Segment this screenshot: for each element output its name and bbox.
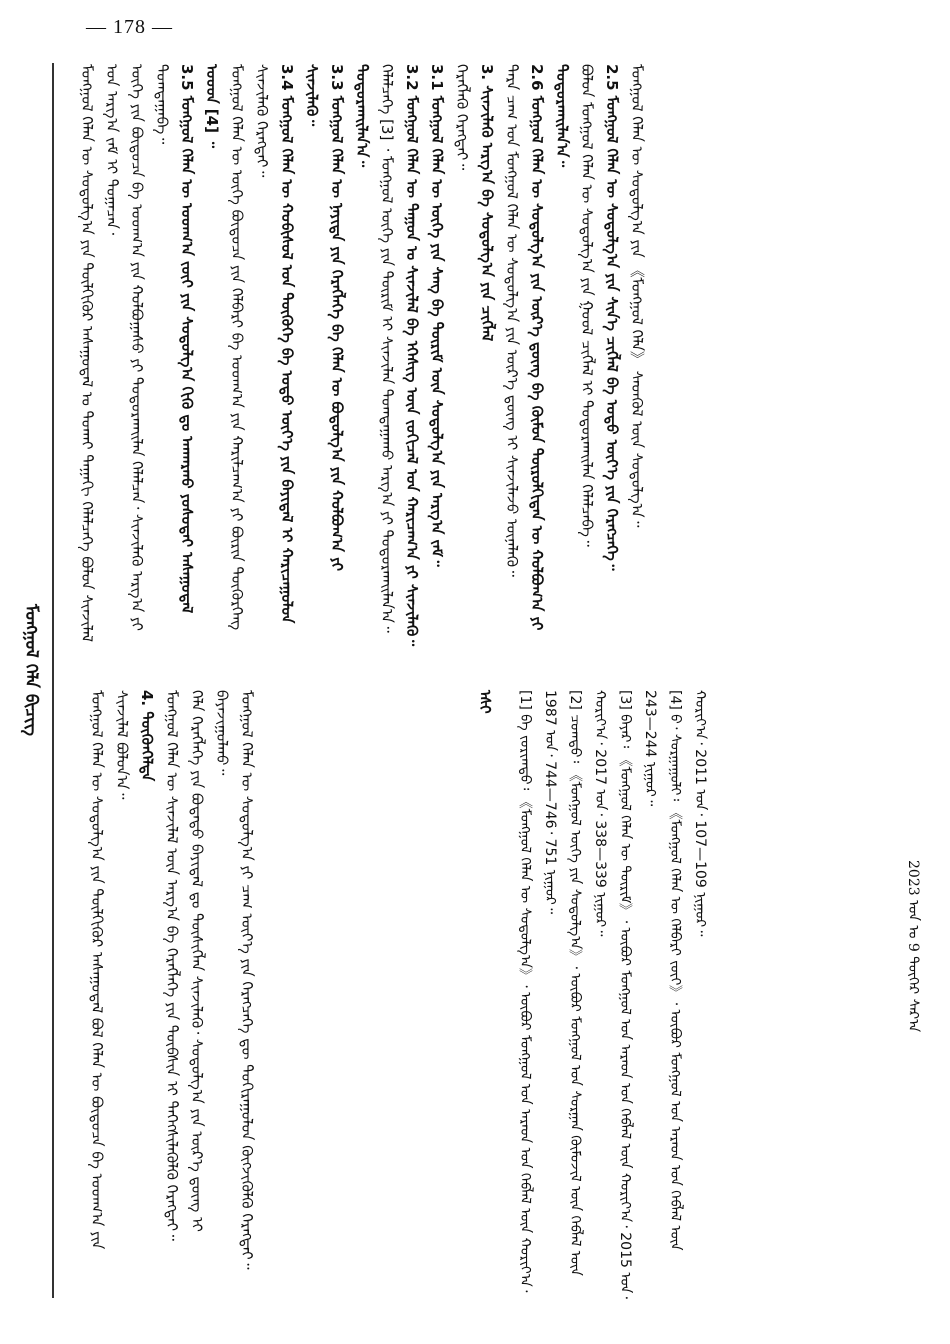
paragraph: ᠮᠣᠩᠭᠣᠯ ᠬᠡᠯᠡᠨ ᠦ ᠦᠭᠡ ᠪᠦᠲᠦᠴᠡ ᠶᠢᠨ ᠬᠡᠯᠪᠡᠷᠢ ᠪᠠ ᠤᠳᠬ᠎ᠠ ᠶᠢᠨ ᠬᠠᠷᠢᠯᠴᠠᠭ᠎ᠠ ᠶᠢ ᠪᠦᠷᠢᠨ ᠳᠦᠭᠦᠷᠭᠡᠩ ᠰᠢᠨᠵᠢᠯᠡᠬᠦ ᠬᠡᠷᠡᠭᠲᠡᠢ᠃ [228,64,271,631]
references-list [512,690,882,1300]
reference-item: [1] ᠪᠠ ᠵᠣᠷᠢᠭᠲᠤ᠄ 《ᠮᠣᠩᠭᠣᠯ ᠬᠡᠯᠡᠨ ᠦ ᠰᠤᠳᠤᠯᠭ᠎ᠠ》᠂ ᠦᠪᠦᠷ ᠮᠣᠩᠭᠣᠯ ᠤᠨ ᠠᠷᠠᠳ ᠤᠨ ᠬᠡᠪᠯᠡᠯ ᠦᠨ ᠬᠣᠷᠢᠶ᠎ᠠ᠂ 1987 ᠣᠨ᠂ 744—746᠂ 751 ᠨᠢᠭᠤᠷ᠃ [517,690,558,1293]
paragraph: ᠮᠣᠩᠭᠣᠯ ᠬᠡᠯᠡᠨ ᠦ ᠰᠤᠳᠤᠯᠭ᠎ᠠ ᠶᠢᠨ 《ᠮᠣᠩᠭᠣᠯ ᠬᠡᠯᠡ》 ᠰᠡᠳᠬᠦᠯ ᠦᠨ ᠰᠤᠳᠤᠯᠭ᠎ᠠ᠃ [628,64,646,528]
section-heading: 3.1 ᠮᠣᠩᠭᠣᠯ ᠬᠡᠯᠡᠨ ᠦ ᠦᠭᠡ ᠶᠢᠨ ᠰᠠᠩ ᠪᠠ ᠳᠦᠷᠢᠮ ᠦᠨ ᠰᠤᠳᠤᠯᠭ᠎ᠠ ᠶᠢᠨ ᠠᠷᠭ᠎ᠠ ᠵᠠᠮ᠃ [428,64,446,567]
paragraph: ᠮᠣᠩᠭᠣᠯ ᠬᠡᠯᠡᠨ ᠦ ᠰᠢᠨᠵᠢᠯᠡᠯ ᠦᠨ ᠠᠷᠭ᠎ᠠ ᠪᠠ ᠬᠡᠷᠡᠭᠯᠡᠭᠡ ᠶᠢᠨ ᠲᠦᠪᠰᠢᠨ ᠢ ᠳᠡᠭᠡᠭᠰᠢᠯᠡᠭᠦᠯᠬᠦ ᠬᠡᠷᠡᠭᠲᠡᠢ᠃ [163,690,181,1241]
page-number: — 178 — [86,16,173,38]
section-heading: 3.5 ᠮᠣᠩᠭᠣᠯ ᠬᠡᠯᠡᠨ ᠦ ᠤᠳᠬ᠎ᠠ ᠵᠦᠢ ᠶᠢᠨ ᠰᠤᠳᠤᠯᠭ᠎ᠠ ᠬᠢᠬᠦ ᠳᠤ ᠠᠨᠬᠠᠷᠬᠤ ᠶᠣᠰᠣᠲᠠᠢ ᠠᠰᠠᠭᠤᠳᠠᠯ ᠤᠤᠳ [4] ᠃ [178,64,221,614]
main-text-bottom [84,690,369,1300]
paragraph: ᠬᠡᠯᠡᠯᠴᠡᠭᠡ [3] ᠂ ᠮᠣᠩᠭᠣᠯ ᠦᠭᠡ ᠶᠢᠨ ᠳᠦᠷᠢᠮ ᠢ ᠰᠢᠨᠵᠢᠯᠡᠨ ᠲᠣᠭᠲᠠᠭᠠᠬᠤ ᠠᠷᠭ᠎ᠠ ᠶᠢ ᠲᠣᠳᠤᠷᠬᠠᠢᠯᠠᠨ᠎ᠠ᠃ [378,64,396,633]
paragraph: ᠬᠡᠯᠡ ᠬᠡᠷᠡᠭᠯᠡᠭᠡ ᠶᠢᠨ ᠪᠣᠳᠠᠲᠤ ᠪᠠᠶᠢᠳᠠᠯ ᠳᠤ ᠲᠦᠰᠢᠭᠯᠡᠨ ᠰᠢᠨᠵᠢᠯᠡᠬᠦ᠂ ᠰᠤᠳᠤᠯᠭ᠎ᠠ ᠶᠢᠨ ᠦᠷ᠎ᠡ ᠳ᠋ᠦᠩ ᠢ ᠪᠠᠶᠠᠵᠢᠭᠤᠯᠬᠤ᠃ [188,690,231,1232]
paragraph: ᠦᠭᠡ ᠶᠢᠨ ᠪᠦᠲᠦᠴᠡ ᠪᠠ ᠤᠳᠬ᠎ᠠ ᠶᠢᠨ ᠬᠣᠯᠪᠣᠭᠠᠰᠤ ᠶᠢ ᠲᠣᠳᠤᠷᠬᠠᠢᠯᠠᠨ ᠬᠡᠯᠡᠯᠴᠡᠨ᠂ ᠰᠢᠨᠵᠢᠯᠡᠬᠦ ᠠᠷᠭ᠎ᠠ ᠶᠢ ᠲᠣᠭᠲᠠᠭᠠᠪᠠ᠃ [128,64,171,631]
paragraph: ᠮᠣᠩᠭᠣᠯ ᠬᠡᠯᠡᠨ ᠦ ᠰᠤᠳᠤᠯᠭ᠎ᠠ ᠶᠢᠨ ᠲᠦᠯᠬᠢᠭᠦᠷ ᠠᠰᠠᠭᠤᠳᠠᠯ ᠪᠣᠯ ᠬᠡᠯᠡᠨ ᠦ ᠪᠦᠲᠦᠴᠡ ᠪᠠ ᠤᠳᠬ᠎ᠠ ᠶᠢᠨ ᠰᠢᠨᠵᠢᠯᠡᠯ ᠪᠣᠯᠤᠨ᠎ᠠ᠃ [88,690,131,1250]
reference-item: [3] ᠪᠠᠶᠠᠷ᠄ 《ᠮᠣᠩᠭᠣᠯ ᠬᠡᠯᠡᠨ ᠦ ᠳᠦᠷᠢᠮ》᠂ ᠦᠪᠦᠷ ᠮᠣᠩᠭᠣᠯ ᠤᠨ ᠠᠷᠠᠳ ᠤᠨ ᠬᠡᠪᠯᠡᠯ ᠦᠨ ᠬᠣᠷᠢᠶ᠎ᠠ᠂ 2015 ᠣᠨ᠂ 243—244 ᠨᠢᠭᠤᠷ᠃ [617,690,658,1299]
journal-issue: 2023 ᠣᠨ ᠤ 9 ᠳᠦᠭᠡᠷ ᠰᠠᠷ᠎ᠠ [905,860,921,1033]
section-heading: 3.4 ᠮᠣᠩᠭᠣᠯ ᠬᠡᠯᠡᠨ ᠦ ᠬᠣᠪᠢᠰᠤᠯ ᠤᠨ ᠲᠦᠭᠦᠬᠡ ᠪᠠ ᠣᠳᠣ ᠦᠶ᠎ᠡ ᠶᠢᠨ ᠪᠠᠶᠢᠳᠠᠯ ᠢ ᠬᠠᠷᠢᠴᠠᠭᠤᠯᠤᠨ ᠰᠢᠨᠵᠢᠯᠡᠬᠦ᠃ [278,64,321,624]
running-title: ᠮᠣᠩᠭᠣᠯ ᠬᠡᠯᠡ ᠪᠢᠴᠢᠭ᠌ [21,604,41,736]
main-text-top [74,64,889,652]
section-heading: 2.6 ᠮᠣᠩᠭᠣᠯ ᠬᠡᠯᠡᠨ ᠦ ᠰᠤᠳᠤᠯᠭ᠎ᠠ ᠶᠢᠨ ᠦᠷ᠎ᠡ ᠳ᠋ᠦᠩ ᠪᠠ ᠬᠦᠮᠦᠨ ᠲᠦᠷᠦᠯᠬᠢᠲᠡᠨ ᠦ ᠬᠣᠯᠪᠣᠭ᠎ᠠ ᠶᠢ ᠲᠣᠳᠤᠷᠬᠠᠢᠯᠠᠨ᠎ᠠ᠃ [528,64,571,631]
reference-item: [4] ᠪ᠂ ᠰᠤᠷᠭᠠᠭᠤᠯᠢ᠄ 《ᠮᠣᠩᠭᠣᠯ ᠬᠡᠯᠡᠨ ᠦ ᠬᠡᠯᠪᠡᠷᠢ ᠵᠦᠢ》᠂ ᠦᠪᠦᠷ ᠮᠣᠩᠭᠣᠯ ᠤᠨ ᠠᠷᠠᠳ ᠤᠨ ᠬᠡᠪᠯᠡᠯ ᠦᠨ ᠬᠣᠷᠢᠶ᠎ᠠ᠂ 2011 ᠣᠨ᠂ 107—109 ᠨᠢᠭᠤᠷ᠃ [667,690,708,1251]
references-heading: ᠡᠰᠢ [476,690,494,714]
section-heading: 2.5 ᠮᠣᠩᠭᠣᠯ ᠬᠡᠯᠡᠨ ᠦ ᠰᠤᠳᠤᠯᠭ᠎ᠠ ᠶᠢᠨ ᠰᠢᠨ᠎ᠡ ᠴᠢᠭᠯᠡᠯ ᠪᠠ ᠣᠳᠣ ᠦᠶ᠎ᠡ ᠶᠢᠨ ᠬᠡᠷᠡᠭᠴᠡᠭᠡ᠃ [603,64,621,571]
section-heading: 3. ᠰᠢᠨᠵᠢᠯᠡᠬᠦ ᠠᠷᠭ᠎ᠠ ᠪᠠ ᠰᠤᠳᠤᠯᠭ᠎ᠠ ᠶᠢᠨ ᠴᠢᠭᠯᠡᠯ [478,64,496,342]
paragraph: ᠮᠣᠩᠭᠣᠯ ᠬᠡᠯᠡᠨ ᠦ ᠰᠤᠳᠤᠯᠭ᠎ᠠ ᠶᠢᠨ ᠲᠦᠯᠬᠢᠭᠦᠷ ᠠᠰᠠᠭᠤᠳᠠᠯ ᠤ ᠲᠤᠬᠠᠢ ᠳᠠᠭᠠᠬᠢ ᠬᠡᠯᠡᠯᠴᠡᠭᠡ ᠪᠣᠯᠤᠨ ᠰᠢᠨᠵᠢᠯᠡᠯ ᠤᠨ ᠠᠷᠭ᠎ᠠ ᠵᠠᠮ ᠢ ᠲᠣᠭᠠᠴᠠᠨ᠂ [78,64,121,642]
reference-item: [2] ᠴᠣᠭᠲᠤ᠄ 《ᠮᠣᠩᠭᠣᠯ ᠦᠭᠡ ᠶᠢᠨ ᠰᠤᠳᠤᠯᠭ᠎ᠠ》᠂ ᠦᠪᠦᠷ ᠮᠣᠩᠭᠣᠯ ᠤᠨ ᠰᠤᠷᠭᠠᠨ ᠬᠦᠮᠦᠵᠢᠯ ᠦᠨ ᠬᠡᠪᠯᠡᠯ ᠦᠨ ᠬᠣᠷᠢᠶ᠎ᠠ᠂ 2017 ᠣᠨ᠂ 338—339 ᠨᠢᠭᠤᠷ᠃ [567,690,608,1276]
header-rule [52,63,54,1298]
conclusion-heading: 4. ᠳᠦᠭᠦᠨᠭᠡᠯᠲᠡ [138,690,156,782]
section-heading: 3.3 ᠮᠣᠩᠭᠣᠯ ᠬᠡᠯᠡᠨ ᠦ ᠨᠡᠶᠢᠲᠡ ᠶᠢᠨ ᠬᠡᠷᠡᠭᠯᠡᠭᠡ ᠪᠠ ᠬᠡᠯᠡᠨ ᠦ ᠪᠣᠳᠤᠯᠭ᠎ᠠ ᠶᠢᠨ ᠬᠣᠯᠪᠣᠭ᠎ᠠ ᠶᠢ ᠲᠣᠳᠤᠷᠬᠠᠢᠯᠠᠨ᠎ᠠ᠃ [328,64,371,572]
section-heading: 3.2 ᠮᠣᠩᠭᠣᠯ ᠬᠡᠯᠡᠨ ᠦ ᠳᠠᠭᠤᠨ ᠤ ᠰᠢᠨᠵᠢᠯᠡᠯ ᠪᠠ ᠡᠭᠡᠰᠢᠭ ᠦᠨ ᠵᠣᠬᠢᠴᠠᠯ ᠤᠨ ᠬᠠᠷᠢᠴᠠᠭ᠎ᠠ ᠶᠢ ᠰᠢᠨᠵᠢᠯᠡᠬᠦ᠃ [403,64,421,647]
paragraph: ᠲᠡᠷᠡ ᠴᠠᠭ ᠤᠨ ᠮᠣᠩᠭᠣᠯ ᠬᠡᠯᠡᠨ ᠦ ᠰᠤᠳᠤᠯᠭ᠎ᠠ ᠶᠢᠨ ᠦᠷ᠎ᠡ ᠳ᠋ᠦᠩ ᠢ ᠰᠢᠨᠵᠢᠯᠡᠵᠦ ᠦᠨᠡᠯᠡᠬᠦ᠃ [503,64,521,577]
paragraph: ᠮᠣᠩᠭᠣᠯ ᠬᠡᠯᠡᠨ ᠦ ᠰᠤᠳᠤᠯᠭ᠎ᠠ ᠶᠢ ᠴᠠᠭ ᠦᠶ᠎ᠡ ᠶᠢᠨ ᠬᠡᠷᠡᠭᠴᠡᠭᠡ ᠳᠦ ᠲᠣᠬᠢᠷᠠᠭᠤᠯᠤᠨ ᠬᠦᠭᠵᠢᠭᠦᠯᠬᠦ ᠬᠡᠷᠡᠭᠲᠡᠢ᠃ [238,690,256,1270]
paragraph: ᠬᠡᠷᠡᠭᠯᠡᠬᠦ ᠬᠡᠷᠡᠭᠲᠡᠢ᠃ [453,64,471,171]
paragraph: ᠪᠣᠯᠤᠨ ᠮᠣᠩᠭᠣᠯ ᠬᠡᠯᠡᠨ ᠦ ᠰᠤᠳᠤᠯᠭ᠎ᠠ ᠶᠢᠨ ᠭᠣᠣᠯ ᠴᠢᠭᠯᠡᠯ ᠢ ᠲᠣᠳᠤᠷᠬᠠᠢᠯᠠᠨ ᠬᠡᠯᠡᠯᠴᠡᠪᠡ᠃ [578,64,596,547]
